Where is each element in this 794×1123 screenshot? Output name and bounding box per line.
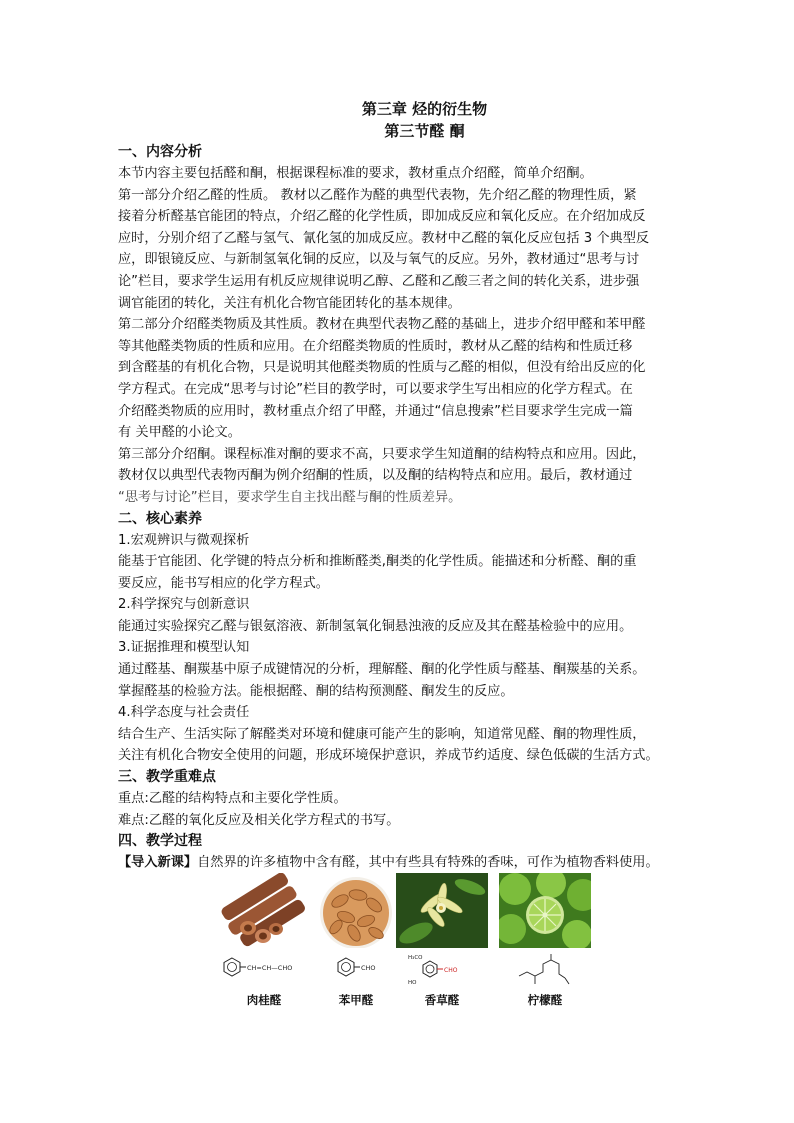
paragraph-line: 接着分析醛基官能团的特点，介绍乙醛的化学性质，即加成反应和氧化反应。在介绍加成反 [118,209,646,225]
paragraph-line: 等其他醛类物质的性质和应用。在介绍醛类物质的性质时，教材从乙醛的结构和性质迁移 [118,338,633,354]
paragraph-line: “思考与讨论”栏目，要求学生自主找出醛与酮的性质差异。 [118,489,462,505]
label-citral: 柠檬醛 [527,993,563,1007]
paragraph-line: 2.科学探究与创新意识 [118,597,250,613]
vanillin-formula-top: H₃CO [408,955,423,961]
paragraph-line: 能通过实验探究乙醛与银氨溶液、新制氢氧化铜悬浊液的反应及其在醛基检验中的应用。 [118,618,633,634]
vanillin-formula-bottom: HO [408,980,417,986]
figure-citral [499,873,591,1008]
figure-benzaldehyde [310,873,402,1008]
vanilla-flower-image [396,873,488,948]
vanillin-structure [396,952,488,988]
paragraph-line: 4.科学态度与社会责任 [118,705,250,721]
paragraph-line: 到含醛基的有机化合物，只是说明其他醛类物质的性质与乙醛的相似，但没有给出反应的化 [118,360,646,376]
paragraph-line: 介绍醛类物质的应用时，教材重点介绍了甲醛，并通过“信息搜索”栏目要求学生完成一篇 [118,403,633,419]
intro-text: 自然界的许多植物中含有醛，其中有些具有特殊的香味，可作为植物香料使用。 [197,855,659,871]
paragraph-line: 教材仅以典型代表物丙酮为例介绍酮的性质，以及酮的结构特点和应用。最后，教材通过 [118,468,633,484]
benzaldehyde-structure [310,952,402,988]
paragraph-line: 重点:乙醛的结构特点和主要化学性质。 [118,791,347,807]
benzaldehyde-formula: CHO [361,964,376,972]
paragraph-line: 能基于官能团、化学键的特点分析和推断醛类,酮类的化学性质。能描述和分析醛、酮的重 [118,554,637,570]
label-vanillin: 香草醛 [424,993,460,1007]
almonds-image [310,873,402,948]
intro-paragraph [118,852,683,874]
paragraph-line: 3.证据推理和模型认知 [118,640,250,656]
paragraph-line: 第三部分介绍酮。课程标准对酮的要求不高，只要求学生知道酮的结构特点和应用。因此， [118,446,646,462]
heading-key-points: 三、教学重难点 [118,769,216,786]
heading-core-literacy: 二、核心素养 [118,510,202,527]
paragraph-line: 第二部分介绍醛类物质及其性质。教材在典型代表物乙醛的基础上，进步介绍甲醛和苯甲醛 [118,317,646,333]
paragraph-line: 1.宏观辨识与微观探析 [118,532,250,548]
chapter-title: 第三章 烃的衍生物 [361,100,488,118]
paragraph-line: 本节内容主要包括醛和酮，根据课程标准的要求，教材重点介绍醛，简单介绍酮。 [118,166,593,181]
paragraph-line: 结合生产、生活实际了解醛类对环境和健康可能产生的影响，知道常见醛、酮的物理性质， [118,726,646,742]
paragraph-line: 论”栏目，要求学生运用有机反应规律说明乙醇、乙醛和乙酸三者之间的转化关系，进步强 [118,273,640,289]
cinnamaldehyde-formula: CH=CH—CHO [247,964,293,972]
heading-teaching-process: 四、教学过程 [118,833,202,850]
heading-content-analysis: 一、内容分析 [118,144,202,160]
cinnamaldehyde-structure [218,952,310,988]
paragraph-line: 应时，分别介绍了乙醛与氢气、氰化氢的加成反应。教材中乙醛的氧化反应包括 3 个典型反 [118,230,650,246]
figure-vanillin [396,873,488,1008]
vanillin-formula-side: CHO [444,967,458,974]
limes-image [499,873,591,948]
label-benzaldehyde: 苯甲醛 [338,993,374,1007]
aldehyde-figures [218,873,598,1023]
paragraph-line: 关注有机化合物安全使用的问题，形成环境保护意识，养成节约适度、绿色低碳的生活方式。 [118,748,659,764]
citral-structure [499,952,591,988]
paragraph-line: 通过醛基、酮羰基中原子成键情况的分析，理解醛、酮的化学性质与醛基、酮羰基的关系。 [118,662,646,678]
paragraph-line: 调官能团的转化，关注有机化合物官能团转化的基本规律。 [118,295,461,311]
paragraph-line: 要反应，能书写相应的化学方程式。 [118,575,329,591]
paragraph-line: 掌握醛基的检验方法。能根据醛、酮的结构预测醛、酮发生的反应。 [118,683,514,699]
figure-cinnamaldehyde [218,873,310,1008]
document-page [118,98,683,874]
section-title: 第三节醛 酮 [384,122,465,140]
paragraph-line: 应，即银镜反应、与新制氢氧化铜的反应，以及与氧气的反应。另外，教材通过“思考与讨 [118,252,640,268]
paragraph-line: 学方程式。在完成“思考与讨论”栏目的教学时，可以要求学生写出相应的化学方程式。在 [118,381,633,397]
label-cinnamaldehyde: 肉桂醛 [246,993,282,1007]
intro-label: 【导入新课】 [118,855,198,871]
cinnamon-sticks-image [218,873,310,948]
paragraph-line: 难点:乙醛的氧化反应及相关化学方程式的书写。 [118,812,400,828]
paragraph-line: 第一部分介绍乙醛的性质。 教材以乙醛作为醛的典型代表物，先介绍乙醛的物理性质，紧 [118,187,637,203]
paragraph-line: 有 关甲醛的小论文。 [118,425,241,441]
